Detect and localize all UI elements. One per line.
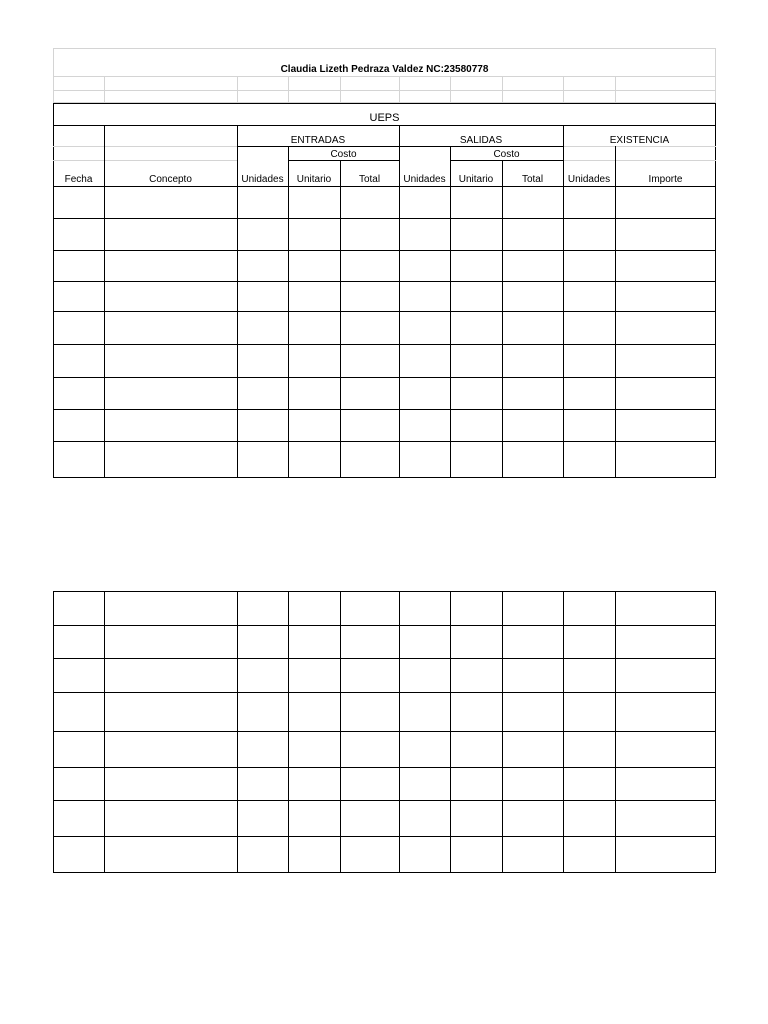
table-row-border	[53, 731, 716, 732]
gridline	[53, 76, 716, 77]
table-row-border	[53, 344, 716, 345]
table-row-border	[53, 591, 716, 592]
cell-border	[563, 591, 564, 873]
cell-border	[104, 591, 105, 873]
gridline	[399, 76, 400, 103]
cell-border	[53, 125, 716, 126]
cell-border	[502, 160, 503, 478]
gridline	[288, 76, 289, 103]
table-row-border	[53, 836, 716, 837]
column-header-3: Unitario	[296, 174, 332, 185]
table-row-border	[53, 625, 716, 626]
cell-border	[288, 591, 289, 873]
column-header-7: Total	[521, 174, 544, 185]
group-existencia: EXISTENCIA	[609, 135, 670, 146]
table-row-border	[53, 441, 716, 442]
table-row-border	[53, 477, 716, 478]
column-header-2: Unidades	[241, 174, 284, 185]
cell-border	[53, 186, 716, 187]
table-row-border	[53, 658, 716, 659]
cell-border	[340, 160, 341, 478]
gridline	[502, 76, 503, 103]
table-row-border	[53, 250, 716, 251]
gridline	[563, 76, 564, 103]
column-header-8: Unidades	[567, 174, 611, 185]
cell-border	[340, 591, 341, 873]
group-entradas: ENTRADAS	[290, 135, 346, 146]
column-header-1: Concepto	[149, 174, 192, 185]
gridline	[104, 160, 237, 161]
cell-border	[715, 591, 716, 873]
cell-border	[450, 591, 451, 873]
table-row-border	[53, 377, 716, 378]
cell-border	[53, 591, 54, 873]
column-header-9: Importe	[648, 174, 683, 185]
table-row-border	[53, 767, 716, 768]
gridline	[53, 90, 716, 91]
cell-border	[502, 591, 503, 873]
gridline	[340, 76, 341, 103]
cell-border	[237, 591, 238, 873]
cell-border	[288, 146, 289, 478]
table-row-border	[53, 692, 716, 693]
author-name-nc: Claudia Lizeth Pedraza Valdez NC:23580778	[280, 64, 489, 75]
table-row-border	[53, 281, 716, 282]
gridline	[237, 76, 238, 103]
gridline	[53, 160, 104, 161]
table-row-border	[53, 872, 716, 873]
table-row-border	[53, 311, 716, 312]
table-row-border	[53, 409, 716, 410]
column-header-6: Unitario	[458, 174, 494, 185]
column-header-5: Unidades	[403, 174, 446, 185]
table-row-border	[53, 800, 716, 801]
gridline	[104, 146, 237, 147]
group-salidas: SALIDAS	[459, 135, 503, 146]
cell-border	[399, 591, 400, 873]
cell-border	[450, 146, 451, 478]
table-title: UEPS	[369, 112, 400, 124]
column-header-4: Total	[358, 174, 381, 185]
gridline	[53, 146, 104, 147]
cell-border	[53, 103, 716, 104]
costo-label-salidas: Costo	[493, 149, 520, 160]
gridline	[104, 76, 105, 103]
costo-label-entradas: Costo	[330, 149, 357, 160]
table-row-border	[53, 218, 716, 219]
column-header-0: Fecha	[64, 174, 93, 185]
cell-border	[615, 146, 616, 478]
gridline	[563, 160, 716, 161]
gridline	[615, 76, 616, 103]
gridline	[53, 48, 716, 49]
gridline	[450, 76, 451, 103]
cell-border	[615, 591, 616, 873]
